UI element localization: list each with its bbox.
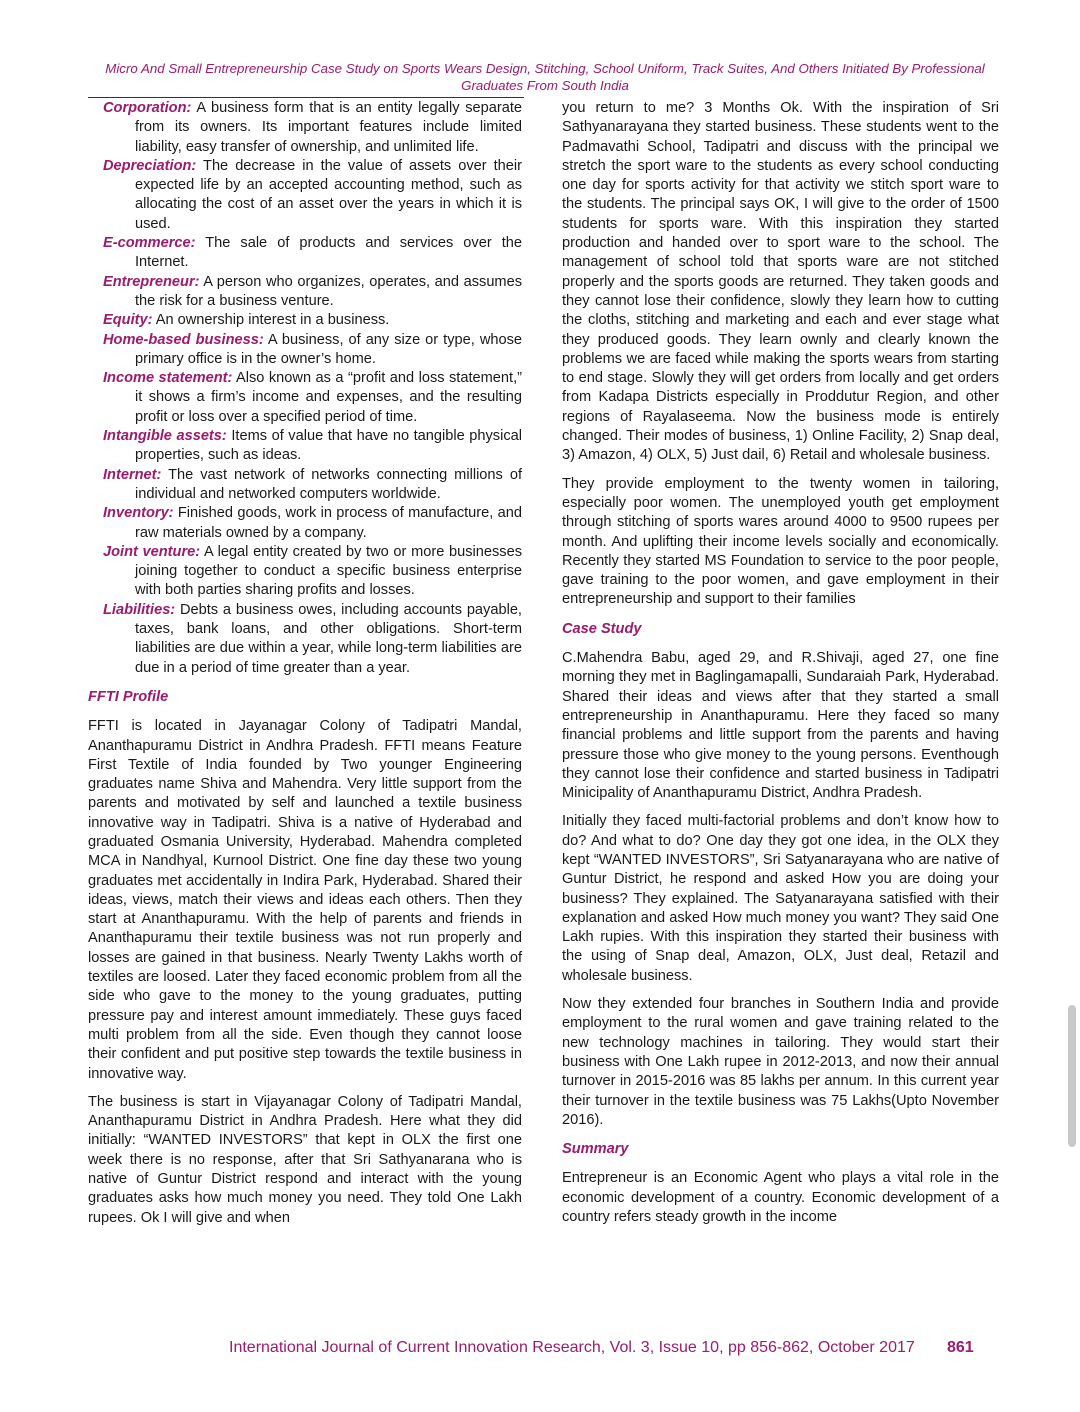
footer-journal-citation: International Journal of Current Innovation Research, Vol. 3, Issue 10, pp 856-862, October 2017 — [229, 1339, 915, 1356]
glossary-term: Equity: — [103, 312, 153, 329]
glossary — [88, 99, 522, 678]
glossary-definition: The sale of products and services over the Internet. — [135, 235, 522, 271]
glossary-definition: A business form that is an entity legally separate from its owners. Its important features include limited liability, easy transfer of ownership, and unlimited life. — [135, 100, 523, 155]
glossary-term: Entrepreneur: — [103, 273, 200, 290]
glossary-definition: Finished goods, work in process of manufacture, and raw materials owned by a company. — [135, 505, 522, 541]
right-column — [562, 99, 999, 1236]
paragraph: C.Mahendra Babu, aged 29, and R.Shivaji, aged 27, one fine morning they met in Baglingamapalli, Sundaraiah Park, Hyderabad. Shared their ideas and views after that they started a small entrepreneurship in Ananthapuramu. Here they faced so many financial problems and little support from the parents and having pressure those who give money to the young persons. Eventhough they cannot lose their confidence and started business in Tadipatri Minicipality of Ananthapuramu District, Andhra Pradesh. — [562, 650, 999, 802]
paragraph: you return to me? 3 Months Ok. With the inspiration of Sri Sathyanarayana they started business. These students went to the Padmavathi School, Tadipatri and discuss with the principal we stretch the sport ware to the students as every school conducting one day for sports activity for that activity we stitch sport ware to the students. The principal says OK, I will give to the order of 1500 students for sports ware. With this inspiration they started production and handed over to sport ware to the school. The management of school told that sports ware are not stitched properly and the sports goods are returned. They taken goods and they cannot lose their confidence, slowly they learn how to cutting the cloths, stitching and marketing and each and ever stage what they produced goods. They learn ownly and clearly known the problems we are faced while making the sports wears from starting to end stage. Slowly they will get orders from locally and get orders from Kadapa Districts especially in Proddutur Region, and other regions of Rayalaseema. Now the business mode is entirely changed. Their modes of business, 1) Online Facility, 2) Snap deal, 3) Amazon, 4) OLX, 5) Just dail, 6) Retail and wholesale business. — [562, 100, 999, 464]
glossary-entry — [88, 543, 522, 601]
section-heading-summary: Summary — [562, 1141, 629, 1158]
section-heading-ffti-profile: FFTI Profile — [88, 688, 169, 705]
glossary-term: Inventory: — [103, 505, 174, 522]
glossary-term: Internet: — [103, 466, 162, 483]
glossary-entry — [88, 99, 522, 157]
glossary-entry — [88, 369, 522, 427]
glossary-definition: A person who organizes, operates, and assumes the risk for a business venture. — [135, 273, 523, 309]
glossary-definition: Debts a business owes, including accounts payable, taxes, bank loans, and other obligations. Short-term liabilities are due within a year, while long-term liabilities are due in a period of time greater than a year. — [135, 601, 522, 676]
glossary-definition: Items of value that have no tangible physical properties, such as ideas. — [135, 428, 523, 464]
paragraph: Entrepreneur is an Economic Agent who plays a vital role in the economic development of a country. Economic development of a country refers steady growth in the income — [562, 1170, 999, 1226]
glossary-entry — [88, 311, 522, 330]
glossary-definition: The vast network of networks connecting millions of individual and networked computers worldwide. — [135, 466, 522, 502]
glossary-definition: The decrease in the value of assets over their expected life by an accepted accounting method, such as allocating the cost of an asset over the years in which it is used. — [135, 157, 523, 232]
glossary-entry — [88, 273, 522, 312]
glossary-entry — [88, 601, 522, 678]
running-header: Micro And Small Entrepreneurship Case Study on Sports Wears Design, Stitching, School Uniform, Track Suites, And Others Initiated By Professional Graduates From South India — [105, 61, 985, 93]
glossary-entry — [88, 427, 522, 466]
glossary-term: Liabilities: — [103, 601, 176, 618]
glossary-entry — [88, 331, 522, 370]
glossary-term: Joint venture: — [103, 543, 201, 560]
glossary-definition: A legal entity created by two or more businesses joining together to conduct a specific business enterprise with both parties sharing profits and losses. — [135, 543, 523, 599]
section-heading-case-study: Case Study — [562, 620, 642, 637]
page-number: 861 — [947, 1339, 974, 1356]
paragraph: Now they extended four branches in Southern India and provide employment to the rural women and gave training related to the new technology machines in tailoring. They would start their business with One Lakh rupee in 2012-2013, and now their annual turnover in 2015-2016 was 85 lakhs per annum. In this current year their turnover in the textile business was 75 Lakhs(Upto November 2016). — [562, 996, 999, 1128]
glossary-definition: An ownership interest in a business. — [155, 312, 390, 329]
glossary-term: E-commerce: — [103, 235, 196, 252]
glossary-definition: A business, of any size or type, whose primary office is in the owner’s home. — [135, 331, 522, 367]
left-column — [88, 99, 522, 1237]
glossary-entry — [88, 466, 522, 505]
glossary-term: Home-based business: — [103, 331, 264, 348]
paragraph: The business is start in Vijayanagar Colony of Tadipatri Mandal, Ananthapuramu District in Andhra Pradesh. Here what they did initially: “WANTED INVESTORS” that kept in OLX the first one week there is no response, after that Sri Sathyanarana who is native of Guntur District respond and interact with the young graduates asks how much money you need. They told One Lakh rupees. Ok I will give and when — [88, 1093, 522, 1226]
glossary-entry — [88, 504, 522, 543]
paragraph: Initially they faced multi-factorial problems and don’t know how to do? And what to do? One day they got one idea, in the OLX they kept “WANTED INVESTORS”, Sri Satyanarayana who are native of Guntur District, he respond and asked How you are doing your business? They explained. The Satyanarayana satisfied with their explanation and asked How much money you want? They said One Lakh rupies. With this inspiration they started their business with the using of Snap deal, Amazon, OLX, Just deal, Retazil and wholesale business. — [562, 813, 999, 984]
paragraph: FFTI is located in Jayanagar Colony of Tadipatri Mandal, Ananthapuramu District in Andhra Pradesh. FFTI means Feature First Textile of India founded by Two younger Engineering graduates name Shiva and Mahendra. Very little support from the parents and motivated by self and launched a textile business innovative way in Tadipatri. Shiva is a native of Hyderabad and graduated Osmania University, Hyderabad. Mahendra completed MCA in Nandhyal, Kurnool District. One fine day these two young graduates met accidentally in Indira Park, Hyderabad. Shared their ideas, views, match their views and ideas each others. Then they start at Ananthapuramu. With the help of parents and friends in Ananthapuramu their textile business was not run properly and losses are gained in that business. Nearly Twenty Lakhs worth of textiles are loosed. Later they faced economic problem from all the side who gave to the money to the young graduates, putting pressure pay and interest amount immediately. These guys faced multi problem from all the side. Even though they cannot loose their confident and put positive step towards the textile business in innovative way. — [88, 718, 522, 1082]
glossary-term: Corporation: — [103, 100, 192, 116]
scrollbar-thumb[interactable] — [1068, 1005, 1076, 1147]
glossary-term: Intangible assets: — [103, 428, 227, 445]
glossary-term: Depreciation: — [103, 157, 197, 174]
glossary-entry — [88, 234, 522, 273]
glossary-definition: Also known as a “profit and loss statement,” it shows a firm’s income and expenses, and the resulting profit or loss over a specified period of time. — [135, 370, 523, 425]
glossary-term: Income statement: — [103, 370, 233, 387]
glossary-entry — [88, 157, 522, 234]
paragraph: They provide employment to the twenty women in tailoring, especially poor women. The unemployed youth get employment through stitching of sports wares around 4000 to 9500 rupees per month. And uplifting their income levels socially and economically. Recently they started MS Foundation to service to the poor people, gave training to the poor women, and gave employment in their entrepreneurship and support to their families — [562, 475, 999, 608]
header-rule — [88, 97, 524, 98]
